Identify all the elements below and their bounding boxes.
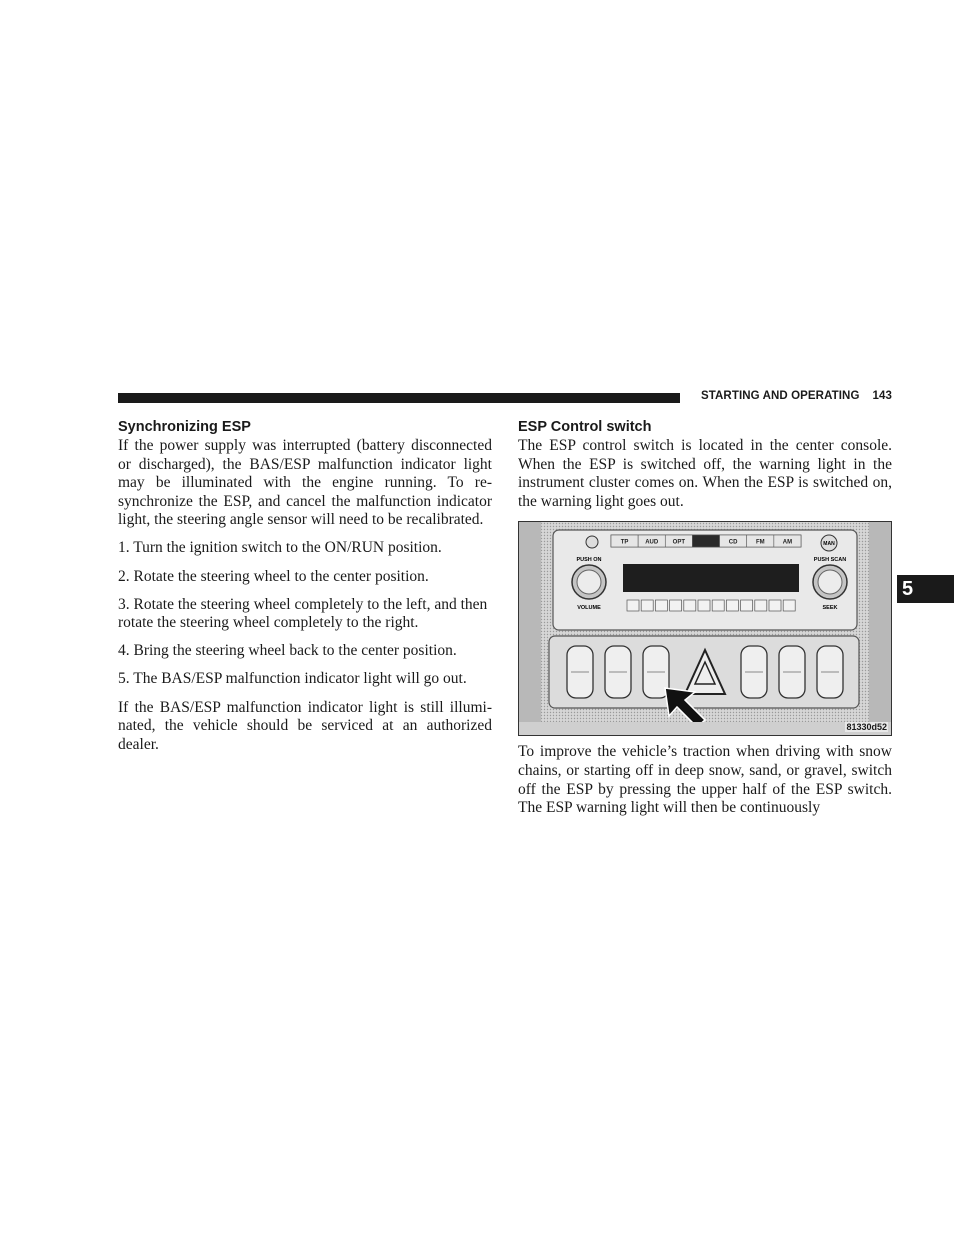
section-heading-synchronizing: Synchronizing ESP <box>118 419 251 435</box>
preset-button <box>769 600 781 611</box>
intro-paragraph: If the power supply was interrupted (battery disconnected or discharged), the BAS/ESP malfunction indicator light may be illuminated with the engine running. To re-synchronize the ESP, and cancel the malfunction indicator light, the steering angle sensor will need to be recalibrated. <box>118 437 492 529</box>
chapter-number: 5 <box>902 577 914 600</box>
section-title: STARTING AND OPERATING <box>700 390 860 402</box>
left-column <box>118 418 492 754</box>
intro-paragraph: The ESP control switch is located in the center console. When the ESP is switched off, the warning light in the instrument cluster comes on. When the ESP is switched on, the warning light goes out. <box>518 437 892 510</box>
step-item: 1. Turn the ignition switch to the ON/RUN position. <box>118 539 442 557</box>
console-illustration <box>519 522 891 735</box>
figure-code: 81330d52 <box>846 722 887 733</box>
radio-mode-label: CD <box>728 539 738 546</box>
right-column <box>518 418 892 818</box>
radio-button-strip <box>611 535 801 547</box>
center-console-figure <box>518 521 892 736</box>
radio-mode-button <box>692 535 719 547</box>
radio-mode-label: OPT <box>672 539 686 546</box>
section-heading-esp-switch: ESP Control switch <box>518 419 652 435</box>
radio-mode-label: TP <box>620 539 629 546</box>
preset-button <box>627 600 639 611</box>
svg-text:PUSH ON: PUSH ON <box>576 557 602 564</box>
svg-text:PUSH SCAN: PUSH SCAN <box>813 557 847 564</box>
preset-button <box>684 600 696 611</box>
svg-text:SEEK: SEEK <box>822 605 838 612</box>
preset-button <box>726 600 738 611</box>
preset-button <box>655 600 667 611</box>
radio-display <box>623 564 799 592</box>
preset-button <box>712 600 724 611</box>
step-item: 2. Rotate the steering wheel to the center position. <box>118 567 429 585</box>
chapter-tab <box>897 575 954 603</box>
running-header <box>688 390 892 402</box>
preset-button <box>641 600 653 611</box>
preset-button <box>698 600 710 611</box>
svg-text:MAN: MAN <box>823 541 835 548</box>
radio-mode-label: FM <box>755 539 765 546</box>
radio-mode-label: AUD <box>645 539 659 546</box>
closing-paragraph: To improve the vehicle’s traction when driving with snow chains, or starting off in deep snow, sand, or gravel, switch off the ESP by pressing the upper half of the ESP switch. The ESP warning light will then be continuously <box>518 743 892 817</box>
header-rule <box>118 393 680 403</box>
svg-text:VOLUME: VOLUME <box>577 605 601 612</box>
preset-button <box>741 600 753 611</box>
preset-button <box>755 600 767 611</box>
step-item: 3. Rotate the steering wheel completely to the left, and then rotate the steering wheel completely to the right. <box>118 595 488 632</box>
step-list <box>118 539 492 689</box>
step-item: 4. Bring the steering wheel back to the center position. <box>118 642 457 660</box>
step-item: 5. The BAS/ESP malfunction indicator light will go out. <box>118 670 467 688</box>
preset-button <box>783 600 795 611</box>
preset-button <box>670 600 682 611</box>
closing-paragraph: If the BAS/ESP malfunction indicator light is still illuminated, the vehicle should be serviced at an authorized dealer. <box>118 698 492 753</box>
page-number: 143 <box>872 390 892 402</box>
radio-mode-label: AM <box>782 539 793 546</box>
